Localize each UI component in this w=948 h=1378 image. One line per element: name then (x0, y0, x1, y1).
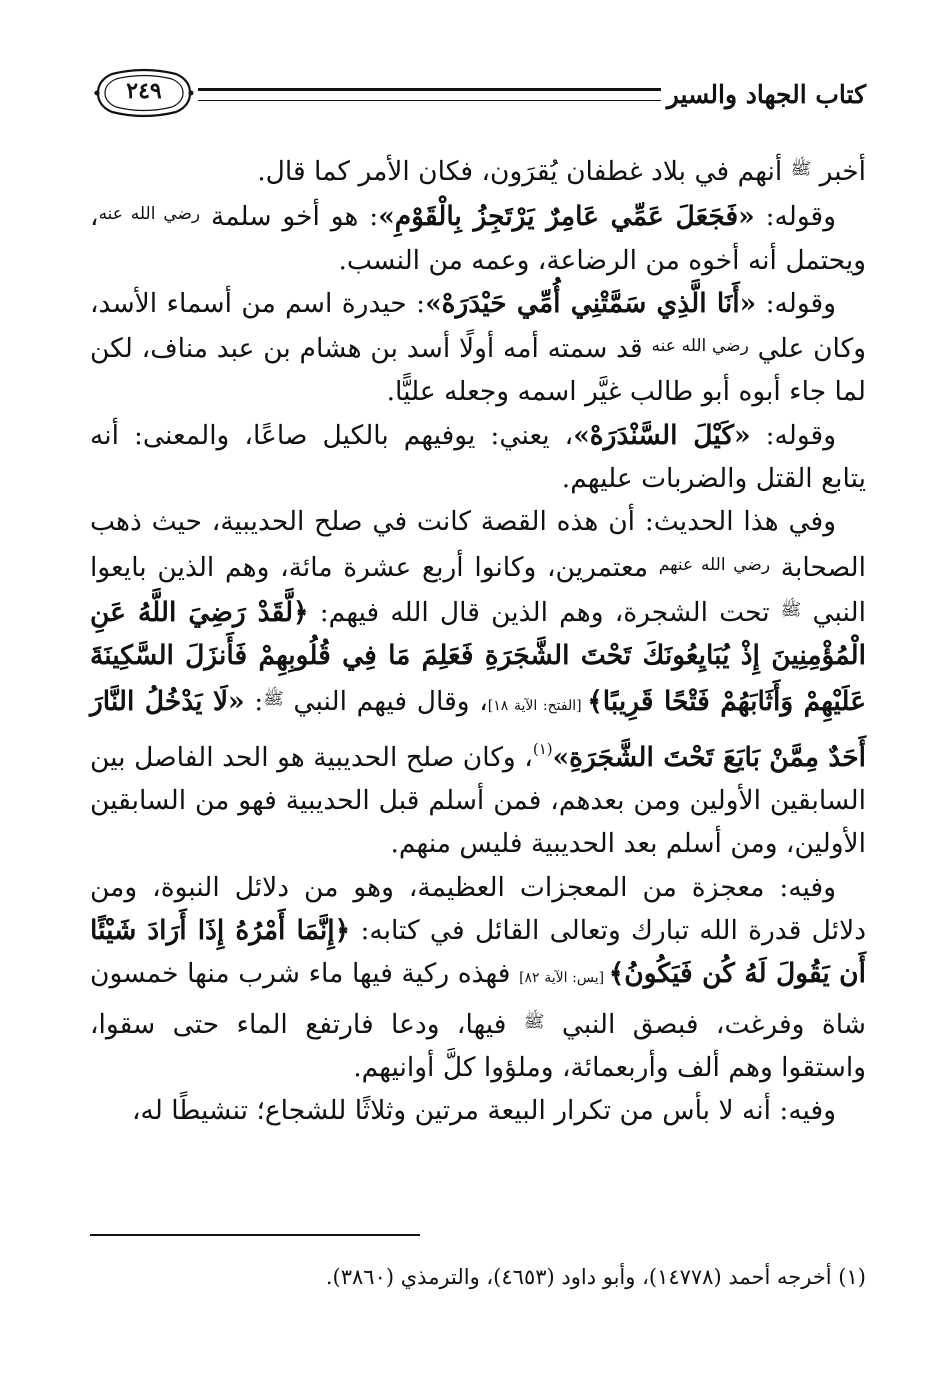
text-run: : (244, 685, 264, 717)
text-run: : هو أخو سلمة (200, 201, 379, 233)
quotation: ﴿إِنَّمَا أَمْرُهُ إِذَا أَرَادَ شَيْئًا أَن يَقُولَ لَهُ كُن فَيَكُونُ﴾ (90, 915, 866, 990)
paragraph (90, 1089, 866, 1132)
verse-reference: [يس: الآية ٨٢] (519, 970, 609, 987)
paragraph (90, 866, 866, 1089)
text-run: معتمرين، وكانوا أربع عشرة مائة، وهم الذين بايعوا النبي (90, 551, 866, 628)
text-run: أنهم في بلاد غطفان يُقرَون، فكان الأمر كما قال. (257, 156, 791, 187)
text-run: وفيه: معجزة من المعجزات العظيمة، وهو من دلائل النبوة، ومن دلائل قدرة الله تبارك وتعالى القائل في كتابه: (90, 871, 867, 947)
body-text (90, 148, 866, 1133)
footnote-rule (90, 1234, 420, 1236)
text-run: : حيدرة اسم من أسماء الأسد، وكان علي (90, 287, 867, 365)
honorific: رضي الله عنه (651, 336, 749, 357)
paragraph (90, 148, 866, 193)
honorific: ﷺ (780, 599, 802, 620)
text-run: وقوله: (750, 419, 836, 451)
paragraph (90, 414, 866, 501)
book-page (90, 62, 866, 1362)
quotation: ﴿لَّقَدْ رَضِيَ اللَّهُ عَنِ الْمُؤْمِنِينَ إِذْ يُبَايِعُونَكَ تَحْتَ الشَّجَرَةِ فَعَلِمَ مَا فِي قُلُوبِهِمْ فَأَنزَلَ السَّكِينَةَ عَلَيْهِمْ وَأَثَابَهُمْ فَتْحًا قَرِيبًا﴾ (90, 596, 867, 717)
text-run: فيها، ودعا فارتفع الماء حتى سقوا، واستقوا وهم ألف وأربعمائة، وملؤوا كلَّ أوانيهم. (90, 1008, 866, 1083)
text-run: قد سمته أمه أولًا أسد بن هشام بن عبد مناف، لكن لما جاء أبوه أبو طالب غيَّر اسمه وجعله عليًّا. (90, 333, 866, 408)
quotation: «أَنَا الَّذِي سَمَّتْنِي أُمِّي حَيْدَرَهْ» (425, 287, 757, 319)
book-title: كتاب الجهاد والسير (666, 80, 866, 109)
text-run: ، يعني: يوفيهم بالكيل صاعًا، والمعنى: أنه يتابع القتل والضربات عليهم. (90, 419, 866, 495)
text-run: وفيه: أنه لا بأس من تكرار البيعة مرتين وثلاثًا للشجاع؛ تنشيطًا له، (131, 1095, 836, 1127)
text-run: ، وكان صلح الحديبية هو الحد الفاصل بين السابقين الأولين ومن بعدهم، فمن أسلم قبل الحديبية فهو من السابقين الأولين، ومن أسلم بعد الحديبية فليس منهم. (90, 741, 866, 860)
honorific: رضي الله عنه (98, 204, 201, 225)
text-run: وقوله: (756, 287, 836, 319)
page-header (90, 62, 866, 134)
text-run: فهذه ركية فيها ماء شرب منها خمسون شاة وفرغت، فبصق النبي (90, 958, 866, 1040)
page-number-ornament (94, 68, 194, 118)
paragraph (90, 193, 866, 282)
text-run: ، ويحتمل أنه أخوه من الرضاعة، وعمه من النسب. (90, 201, 866, 276)
quotation: «كَيْلَ السَّنْدَرَهْ» (573, 419, 751, 451)
paragraph (90, 282, 866, 414)
footnote-marker: (١) (532, 739, 553, 758)
verse-reference: [الفتح: الآية ١٨] (487, 697, 588, 714)
footnote: (١) أخرجه أحمد (١٤٧٧٨)، وأبو داود (٤٦٥٣)، والترمذي (٣٨٦٠). (325, 1265, 866, 1289)
quotation: «فَجَعَلَ عَمِّي عَامِرٌ يَرْتَجِزُ بِالْقَوْمِ» (378, 201, 755, 233)
text-run: ، وقال فيهم النبي (283, 685, 488, 717)
text-run: وقوله: (754, 201, 836, 233)
header-rule (198, 88, 661, 101)
text-run: تحت الشجرة، وهم الذين قال الله فيهم: (308, 596, 781, 628)
honorific: ﷺ (790, 159, 812, 179)
honorific: ﷺ (263, 688, 284, 709)
page-number: ٢٤٩ (126, 78, 162, 104)
honorific: رضي الله عنهم (658, 554, 771, 575)
text-run: أخبر (811, 156, 866, 187)
text-run: وفي هذا الحديث: أن هذه القصة كانت في صلح الحديبية، حيث ذهب الصحابة (90, 506, 866, 583)
honorific: ﷺ (523, 1011, 545, 1032)
paragraph (90, 500, 866, 865)
quotation: «لَا يَدْخُلُ النَّارَ أَحَدٌ مِمَّنْ بَايَعَ تَحْتَ الشَّجَرَةِ» (90, 685, 866, 773)
